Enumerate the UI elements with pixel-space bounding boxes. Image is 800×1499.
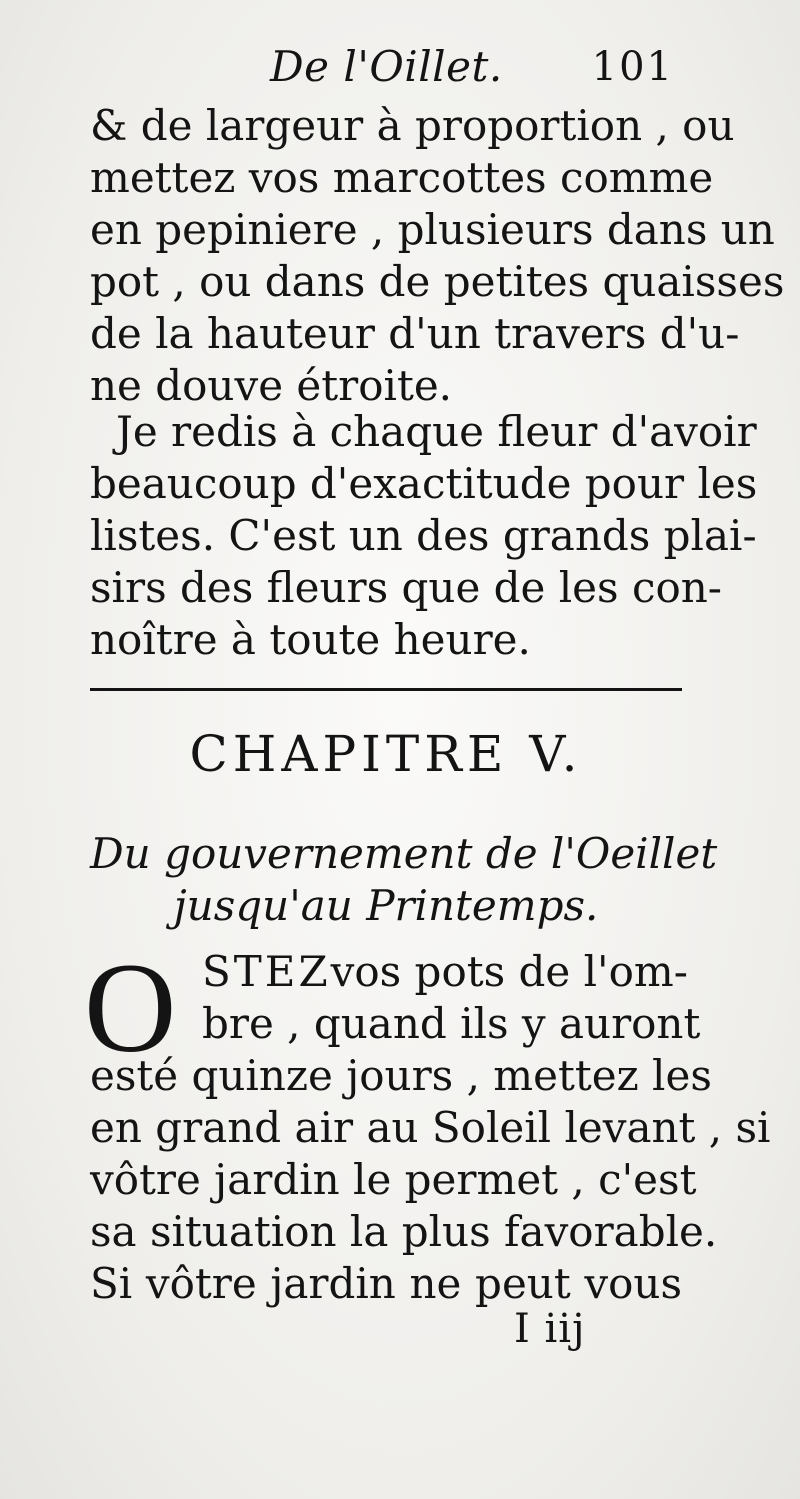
chapter-subtitle-line: Du gouvernement de l'Oeillet [90,829,718,878]
text-line: pot , ou dans de petites quaisses [90,257,785,306]
text-line [202,946,688,998]
text-fragment: vos pots de l'om- [330,947,688,996]
section-divider [90,688,682,691]
chapter-subtitle-line: jusqu'au Printemps. [173,881,599,930]
text-line: & de largeur à proportion , ou [90,101,735,150]
text-line: bre , quand ils y auront [202,999,701,1048]
running-title: De l'Oillet. [270,42,503,91]
text-line: en pepiniere , plusieurs dans un [90,205,775,254]
text-line: noître à toute heure. [90,615,531,664]
text-line: sirs des fleurs que de les con- [90,563,722,612]
text-line: mettez vos marcottes comme [90,153,714,202]
text-line: listes. C'est un des grands plai- [90,511,757,560]
opening-word: STEZ [202,947,331,996]
text-line: Je redis à chaque fleur d'avoir [116,407,757,456]
page-number: 101 [591,44,674,90]
text-line: Si vôtre jardin ne peut vous [90,1259,682,1308]
text-line: vôtre jardin le permet , c'est [90,1155,697,1204]
text-line: esté quinze jours , mettez les [90,1051,712,1100]
text-line: ne douve étroite. [90,361,453,410]
text-line: en grand air au Soleil levant , si [90,1103,771,1152]
chapter-title: CHAPITRE V. [189,725,583,783]
signature-mark: I iij [514,1306,586,1352]
text-line: beaucoup d'exactitude pour les [90,459,758,508]
drop-cap: O [84,937,177,1079]
text-line: sa situation la plus favorable. [90,1207,718,1256]
running-head [90,42,682,98]
text-line: de la hauteur d'un travers d'u- [90,309,740,358]
